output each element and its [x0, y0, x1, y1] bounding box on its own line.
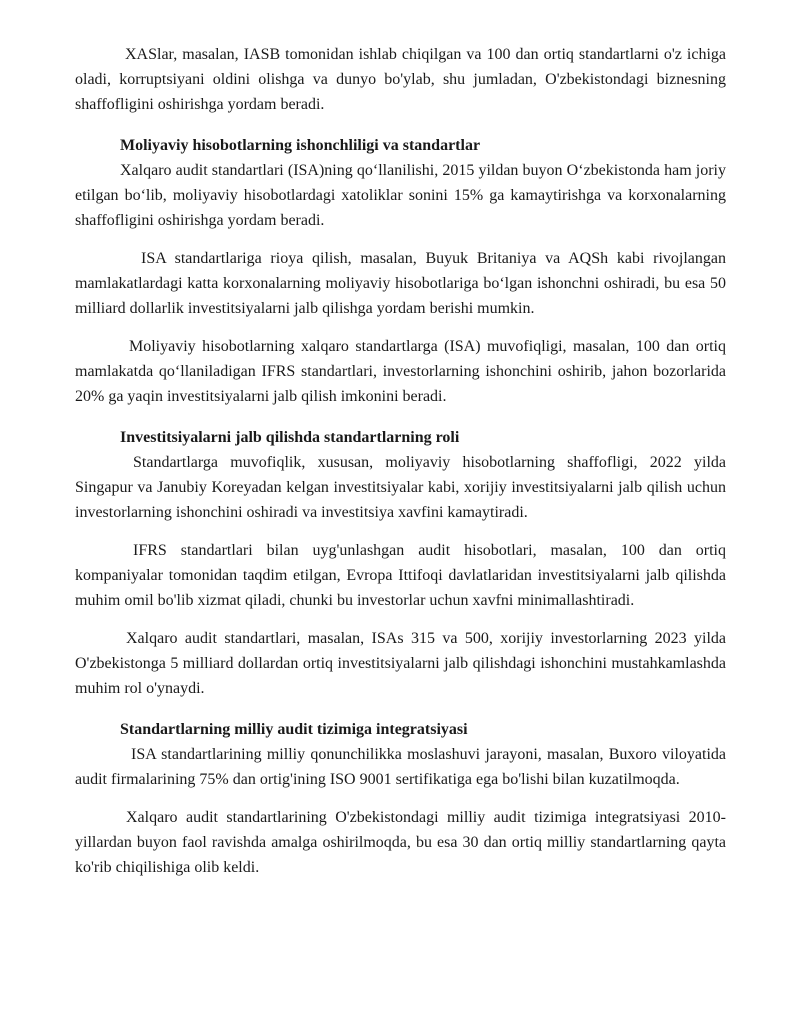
paragraph-national-integration: Xalqaro audit standartlarining O'zbekistondagi milliy audit tizimiga integratsiyasi 2010-yillardan buyon faol ravishda amalga oshirilmoqda, bu esa 30 dan ortiq milliy standartlarning qayta ko'rib chiqilishiga olib keldi.	[75, 809, 726, 876]
paragraph-standards-conformity: Moliyaviy hisobotlarning xalqaro standartlarga (ISA) muvofiqligi, masalan, 100 dan ortiq mamlakatda qo‘llaniladigan IFRS standartlari, investorlarning ishonchini oshirib, jahon bozorlarida 20% ga yaqin investitsiyalarni jalb qilish imkonini beradi.	[75, 338, 726, 405]
paragraph-isa-315-500: Xalqaro audit standartlari, masalan, ISAs 315 va 500, xorijiy investorlarning 2023 yilda O'zbekistonga 5 milliard dollardan ortiq investitsiyalarni jalb qilishdagi ishonchini mustahkamlashda muhim rol o'ynaydi.	[75, 630, 726, 697]
paragraph-bukhara: ISA standartlarining milliy qonunchilikka moslashuvi jarayoni, masalan, Buxoro viloyatida audit firmalarining 75% dan ortig'ining ISO 9001 sertifikatiga ega bo'lishi bilan kuzatilmoqda.	[75, 746, 726, 788]
spacer	[75, 613, 726, 626]
spacer	[75, 701, 726, 717]
spacer	[75, 525, 726, 538]
section-heading-reliability: Moliyaviy hisobotlarning ishonchliligi va standartlar	[120, 137, 481, 154]
paragraph-intro: XASlar, masalan, IASB tomonidan ishlab chiqilgan va 100 dan ortiq standartlarni o'z ichiga oladi, korruptsiyani oldini olishga va dunyo bo'ylab, shu jumladan, O'zbekistondagi biznesning shaffofligini oshirishga yordam beradi.	[75, 46, 726, 113]
spacer	[75, 792, 726, 805]
paragraph-ifrs-reports: IFRS standartlari bilan uyg'unlashgan audit hisobotlari, masalan, 100 dan ortiq kompaniyalar tomonidan taqdim etilgan, Evropa Ittifoqi davlatlaridan investitsiyalarni jalb qilishda muhim omil bo'lib xizmat qiladi, chunki bu investorlar uchun xavfni minimallashtiradi.	[75, 542, 726, 609]
paragraph-isa-compliance: ISA standartlariga rioya qilish, masalan, Buyuk Britaniya va AQSh kabi rivojlangan mamlakatlardagi katta korxonalarning moliyaviy hisobotlariga bo‘lgan ishonchni oshiradi, bu esa 50 milliard dollarlik investitsiyalarni jalb qilishga yordam berishi mumkin.	[75, 250, 726, 317]
spacer	[75, 233, 726, 246]
spacer	[75, 321, 726, 334]
spacer	[75, 409, 726, 425]
section-heading-investments: Investitsiyalarni jalb qilishda standartlarning roli	[120, 429, 460, 446]
section-heading-integration: Standartlarning milliy audit tizimiga integratsiyasi	[120, 721, 468, 738]
spacer	[75, 117, 726, 133]
paragraph-transparency: Standartlarga muvofiqlik, xususan, moliyaviy hisobotlarning shaffofligi, 2022 yilda Singapur va Janubiy Koreyadan kelgan investitsiyalar kabi, xorijiy investitsiyalarni jalb qilish uchun investorlarning ishonchini oshiradi va investitsiya xavfini kamaytiradi.	[75, 454, 726, 521]
paragraph-isa-application: Xalqaro audit standartlari (ISA)ning qo‘llanilishi, 2015 yildan buyon O‘zbekistonda ham joriy etilgan bo‘lib, moliyaviy hisobotlardagi xatoliklar sonini 15% ga kamaytirishga va korxonalarning shaffofligini oshirishga yordam beradi.	[75, 162, 726, 229]
document-page	[75, 42, 726, 880]
